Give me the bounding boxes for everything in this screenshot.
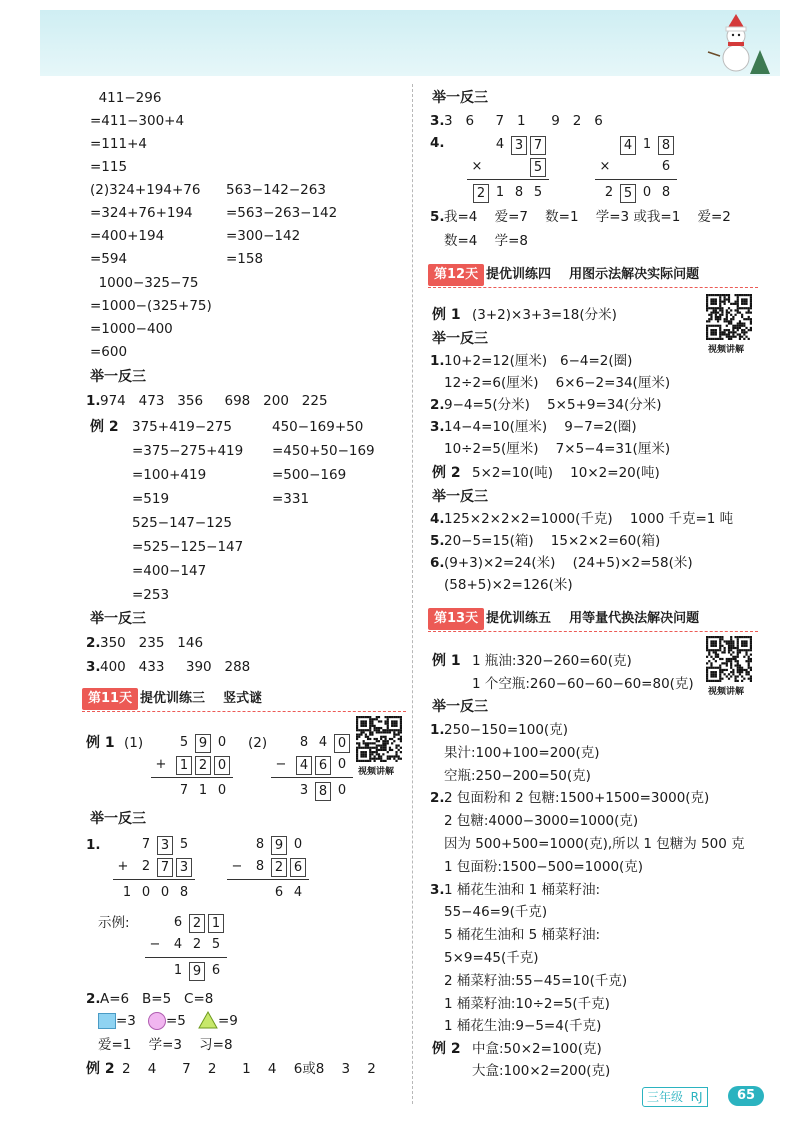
answer-line: 我=4 爱=7 数=1 学=3 或我=1 爱=2: [444, 209, 731, 225]
digit: 5: [179, 837, 189, 852]
filled-box-digit: 3: [157, 836, 173, 855]
answer-line: 10÷2=5(厘米) 7×5−4=31(厘米): [444, 441, 671, 457]
calc-line: =253: [132, 587, 170, 603]
section-rule: [82, 711, 406, 712]
digit: 3: [299, 783, 309, 798]
digit: 7: [179, 783, 189, 798]
digit: 0: [642, 185, 652, 200]
filled-box-digit: 9: [189, 962, 205, 981]
calc-line: 525−147−125: [132, 515, 232, 531]
example-label: 例 1: [86, 735, 115, 751]
section-day-tag: 第13天: [428, 608, 484, 630]
digit: 4: [293, 885, 303, 900]
section-rule: [428, 287, 758, 288]
answer-line: 2 包糖:4000−3000=1000(克): [444, 813, 639, 830]
practice-heading: 举一反三: [90, 811, 146, 827]
filled-box-digit: 9: [195, 734, 211, 753]
digit: 1: [495, 185, 505, 200]
calc-line: =1000−(325+75): [90, 298, 212, 314]
calc-line: =594: [90, 251, 128, 267]
operator-sign: ×: [471, 159, 483, 174]
calc-line: 1000−325−75: [90, 275, 199, 291]
digit: 6: [274, 885, 284, 900]
example-label: 例 1: [432, 307, 461, 323]
calc-line: =331: [272, 491, 310, 507]
square-shape: [98, 1013, 116, 1029]
sum-line: [113, 879, 195, 880]
calc-line: =100+419: [132, 467, 207, 483]
filled-box-digit: 8: [315, 782, 331, 801]
section-day-11: [82, 688, 406, 710]
question-number: 1.: [430, 722, 445, 738]
digit: 1: [122, 885, 132, 900]
section-title: 提优训练三 竖式谜: [140, 691, 263, 706]
question-number: 2.: [430, 790, 445, 807]
digit: 7: [141, 837, 151, 852]
answer-line: 1 瓶油:320−260=60(克): [472, 653, 632, 669]
grade-label: 三年级 RJ: [642, 1087, 708, 1107]
shape-value: =9: [218, 1013, 238, 1029]
filled-box-digit: 2: [195, 756, 211, 775]
answer-line: 9−4=5(分米) 5×5+9=34(分米): [444, 397, 662, 413]
answer-line: 3 6 7 1 9 2 6: [444, 113, 603, 129]
calc-line: =500−169: [272, 467, 347, 483]
digit: 5: [211, 937, 221, 952]
calc-line: =111+4: [90, 136, 147, 152]
digit: 4: [318, 735, 328, 750]
filled-box-digit: 3: [176, 858, 192, 877]
answer-line: 400 433 390 288: [100, 659, 251, 675]
digit: 0: [160, 885, 170, 900]
digit: 8: [514, 185, 524, 200]
filled-box-digit: 0: [334, 734, 350, 753]
circle-shape: [148, 1012, 166, 1030]
filled-box-digit: 1: [208, 914, 224, 933]
section-title: 提优训练四 用图示法解决实际问题: [486, 267, 700, 282]
filled-box-digit: 5: [620, 184, 636, 203]
answer-line: 55−46=9(千克): [444, 904, 548, 921]
qr-code-icon[interactable]: [706, 636, 752, 682]
calc-line: =400−147: [132, 563, 207, 579]
question-number: 2.: [86, 635, 101, 651]
answer-line: 果汁:100+100=200(克): [444, 744, 600, 761]
digit: 6: [661, 159, 671, 174]
example-label: 例 2: [432, 1041, 461, 1057]
example-label: 例 2: [432, 465, 461, 481]
section-day-tag: 第11天: [82, 688, 138, 710]
answer-line: 1 桶花生油:9−5=4(千克): [444, 1018, 602, 1035]
answer-line: 爱=1 学=3 习=8: [98, 1037, 233, 1053]
calc-line: =1000−400: [90, 321, 173, 337]
example-label: 例 2: [86, 1061, 115, 1077]
shape-value: =5: [166, 1013, 186, 1029]
operator-sign: +: [117, 859, 129, 874]
part-label: (1): [124, 735, 144, 751]
digit: 8: [255, 859, 265, 874]
answer-line: 20−5=15(箱) 15×2×2=60(箱): [444, 533, 661, 549]
sum-line: [227, 879, 309, 880]
question-number: 1.: [430, 353, 445, 369]
filled-box-digit: 3: [511, 136, 527, 155]
section-title: 提优训练五 用等量代换法解决问题: [486, 611, 700, 626]
qr-code-icon[interactable]: [356, 716, 402, 762]
answer-line: 125×2×2×2=1000(千克) 1000 千克=1 吨: [444, 511, 734, 527]
question-number: 6.: [430, 555, 445, 571]
digit: 8: [299, 735, 309, 750]
section-day-12: [428, 264, 758, 286]
filled-box-digit: 2: [473, 184, 489, 203]
calc-line: =115: [90, 159, 128, 175]
answer-line: 5 桶花生油和 5 桶菜籽油:: [444, 927, 601, 944]
calc-line: 411−296: [90, 90, 162, 106]
question-number: 2.: [430, 397, 445, 413]
question-number: 4.: [430, 135, 445, 151]
question-number: 5.: [430, 209, 445, 225]
practice-heading: 举一反三: [90, 611, 146, 627]
digit: 1: [642, 137, 652, 152]
calc-line: =300−142: [226, 228, 301, 244]
question-number: 3.: [430, 881, 445, 898]
calc-line: =519: [132, 491, 170, 507]
answer-line: 2 4 7 2 1 4 6或8 3 2: [122, 1061, 376, 1077]
page-number: 65: [728, 1086, 764, 1106]
calc-line: (2)324+194+76: [90, 182, 201, 198]
answer-line: 5×9=45(千克): [444, 950, 539, 966]
answer-line: 1 个空瓶:260−60−60−60=80(克): [472, 676, 694, 692]
answer-line: 974 473 356 698 200 225: [100, 393, 328, 409]
example-label: 示例:: [98, 915, 130, 931]
answer-line: 数=4 学=8: [444, 233, 528, 249]
calc-line: =158: [226, 251, 264, 267]
practice-heading: 举一反三: [432, 489, 488, 505]
answer-line: 空瓶:250−200=50(克): [444, 767, 591, 784]
answer-line: (9+3)×2=24(米) (24+5)×2=58(米): [444, 555, 693, 571]
digit: 4: [173, 937, 183, 952]
calc-line: =375−275+419: [132, 443, 244, 459]
answer-line: 1 包面粉:1500−500=1000(克): [444, 858, 644, 875]
question-number: 5.: [430, 533, 445, 549]
filled-box-digit: 9: [271, 836, 287, 855]
digit: 8: [255, 837, 265, 852]
digit: 8: [661, 185, 671, 200]
filled-box-digit: 7: [157, 858, 173, 877]
digit: 8: [179, 885, 189, 900]
digit: 2: [192, 937, 202, 952]
digit: 2: [604, 185, 614, 200]
sum-line: [467, 179, 549, 180]
answer-line: 5×2=10(吨) 10×2=20(吨): [472, 465, 660, 481]
sum-line: [595, 179, 677, 180]
digit: 5: [533, 185, 543, 200]
answer-line: 因为 500+500=1000(克),所以 1 包糖为 500 克: [444, 836, 745, 852]
answer-line: 1 桶花生油和 1 桶菜籽油:: [444, 881, 601, 898]
filled-box-digit: 5: [530, 158, 546, 177]
digit: 6: [173, 915, 183, 930]
answer-line: 10+2=12(厘米) 6−4=2(圈): [444, 353, 633, 369]
question-number: 3.: [430, 113, 445, 129]
digit: 0: [293, 837, 303, 852]
operator-sign: −: [275, 757, 287, 772]
sum-line: [151, 777, 233, 778]
question-number: 1.: [86, 837, 101, 853]
digit: 1: [198, 783, 208, 798]
answer-line: 14−4=10(厘米) 9−7=2(圈): [444, 419, 637, 435]
filled-box-digit: 6: [290, 858, 306, 877]
answer-line: 12÷2=6(厘米) 6×6−2=34(厘米): [444, 375, 671, 391]
answer-line: 2 包面粉和 2 包糖:1500+1500=3000(克): [444, 790, 710, 807]
digit: 0: [337, 783, 347, 798]
calc-line: =525−125−147: [132, 539, 244, 555]
filled-box-digit: 7: [530, 136, 546, 155]
calc-line: =411−300+4: [90, 113, 185, 129]
question-number: 4.: [430, 511, 445, 527]
digit: 6: [211, 963, 221, 978]
filled-box-digit: 2: [271, 858, 287, 877]
calc-line: =400+194: [90, 228, 165, 244]
question-number: 2.: [86, 991, 101, 1007]
section-day-13: [428, 608, 758, 630]
sum-line: [271, 777, 353, 778]
answer-line: A=6 B=5 C=8: [100, 991, 214, 1007]
operator-sign: −: [149, 937, 161, 952]
operator-sign: −: [231, 859, 243, 874]
filled-box-digit: 2: [189, 914, 205, 933]
digit: 2: [141, 859, 151, 874]
calc-line: =450+50−169: [272, 443, 375, 459]
triangle-shape: [198, 1011, 218, 1029]
answer-line: (58+5)×2=126(米): [444, 577, 573, 593]
question-number: 3.: [430, 419, 445, 435]
shape-value: =3: [116, 1013, 136, 1029]
calc-line: =563−263−142: [226, 205, 338, 221]
filled-box-digit: 6: [315, 756, 331, 775]
section-day-tag: 第12天: [428, 264, 484, 286]
filled-box-digit: 4: [620, 136, 636, 155]
answer-line: 大盒:100×2=200(克): [472, 1063, 611, 1079]
qr-caption: 视频讲解: [708, 345, 745, 355]
digit: 0: [141, 885, 151, 900]
practice-heading: 举一反三: [90, 369, 146, 385]
operator-sign: ×: [599, 159, 611, 174]
qr-caption: 视频讲解: [358, 767, 395, 777]
calc-line: =600: [90, 344, 128, 360]
section-rule: [428, 631, 758, 632]
practice-heading: 举一反三: [432, 331, 488, 347]
qr-code-icon[interactable]: [706, 294, 752, 340]
filled-box-digit: 4: [296, 756, 312, 775]
digit: 0: [217, 735, 227, 750]
operator-sign: +: [155, 757, 167, 772]
calc-line: 450−169+50: [272, 419, 364, 435]
example-label: 例 1: [432, 653, 461, 669]
digit: 5: [179, 735, 189, 750]
example-label: 例 2: [90, 419, 119, 435]
digit: 0: [337, 757, 347, 772]
answer-line: 2 桶菜籽油:55−45=10(千克): [444, 972, 628, 989]
practice-heading: 举一反三: [432, 90, 488, 106]
calc-line: =324+76+194: [90, 205, 193, 221]
filled-box-digit: 8: [658, 136, 674, 155]
part-label: (2): [248, 735, 268, 751]
answer-line: 350 235 146: [100, 635, 204, 651]
digit: 0: [217, 783, 227, 798]
answer-line: (3+2)×3+3=18(分米): [472, 307, 617, 323]
digit: 4: [495, 137, 505, 152]
calc-line: 563−142−263: [226, 182, 326, 198]
question-number: 3.: [86, 659, 101, 675]
answer-line: 1 桶菜籽油:10÷2=5(千克): [444, 995, 610, 1012]
filled-box-digit: 0: [214, 756, 230, 775]
calc-line: 375+419−275: [132, 419, 232, 435]
qr-caption: 视频讲解: [708, 687, 745, 697]
practice-heading: 举一反三: [432, 699, 488, 715]
digit: 1: [173, 963, 183, 978]
question-number: 1.: [86, 393, 101, 409]
sum-line: [145, 957, 227, 958]
answer-line: 中盒:50×2=100(克): [472, 1041, 602, 1057]
answer-line: 250−150=100(克): [444, 722, 568, 738]
filled-box-digit: 1: [176, 756, 192, 775]
